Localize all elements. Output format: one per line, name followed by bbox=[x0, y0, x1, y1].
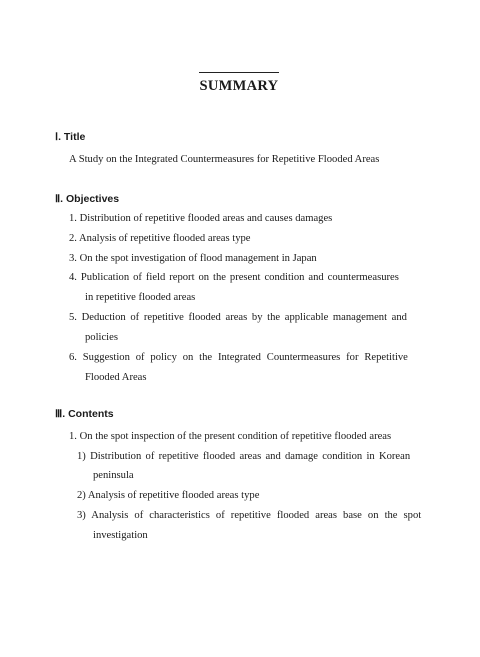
objective-item-4: 4. Publication of field report on the present condition and countermeasures bbox=[69, 272, 399, 283]
contents-item-1: 1. On the spot inspection of the present condition of repetitive flooded areas bbox=[69, 431, 392, 442]
objective-item-5-cont: policies bbox=[85, 332, 118, 343]
title-text: A Study on the Integrated Countermeasures for Repetitive Flooded Areas bbox=[69, 154, 380, 165]
section-heading-objectives: Ⅱ. Objectives bbox=[55, 193, 120, 205]
objective-item-6: 6. Suggestion of policy on the Integrated Countermeasures for Repetitive bbox=[69, 352, 408, 363]
section-heading-contents: Ⅲ. Contents bbox=[55, 408, 114, 420]
objective-item-2: 2. Analysis of repetitive flooded areas type bbox=[69, 233, 251, 244]
objective-item-1: 1. Distribution of repetitive flooded areas and causes damages bbox=[69, 213, 333, 224]
contents-subitem-3: 3) Analysis of characteristics of repetitive flooded areas base on the spot bbox=[77, 510, 422, 521]
summary-title: SUMMARY bbox=[199, 72, 279, 94]
contents-subitem-2: 2) Analysis of repetitive flooded areas type bbox=[77, 490, 260, 501]
contents-subitem-3-cont: investigation bbox=[93, 530, 148, 541]
objective-item-4-cont: in repetitive flooded areas bbox=[85, 292, 196, 303]
section-heading-title: Ⅰ. Title bbox=[55, 131, 86, 143]
contents-subitem-1-cont: peninsula bbox=[93, 470, 134, 481]
objective-item-3: 3. On the spot investigation of flood management in Japan bbox=[69, 253, 317, 264]
objective-item-6-cont: Flooded Areas bbox=[85, 372, 147, 383]
objective-item-5: 5. Deduction of repetitive flooded areas by the applicable management and bbox=[69, 312, 407, 323]
contents-subitem-1: 1) Distribution of repetitive flooded areas and damage condition in Korean bbox=[77, 451, 411, 462]
